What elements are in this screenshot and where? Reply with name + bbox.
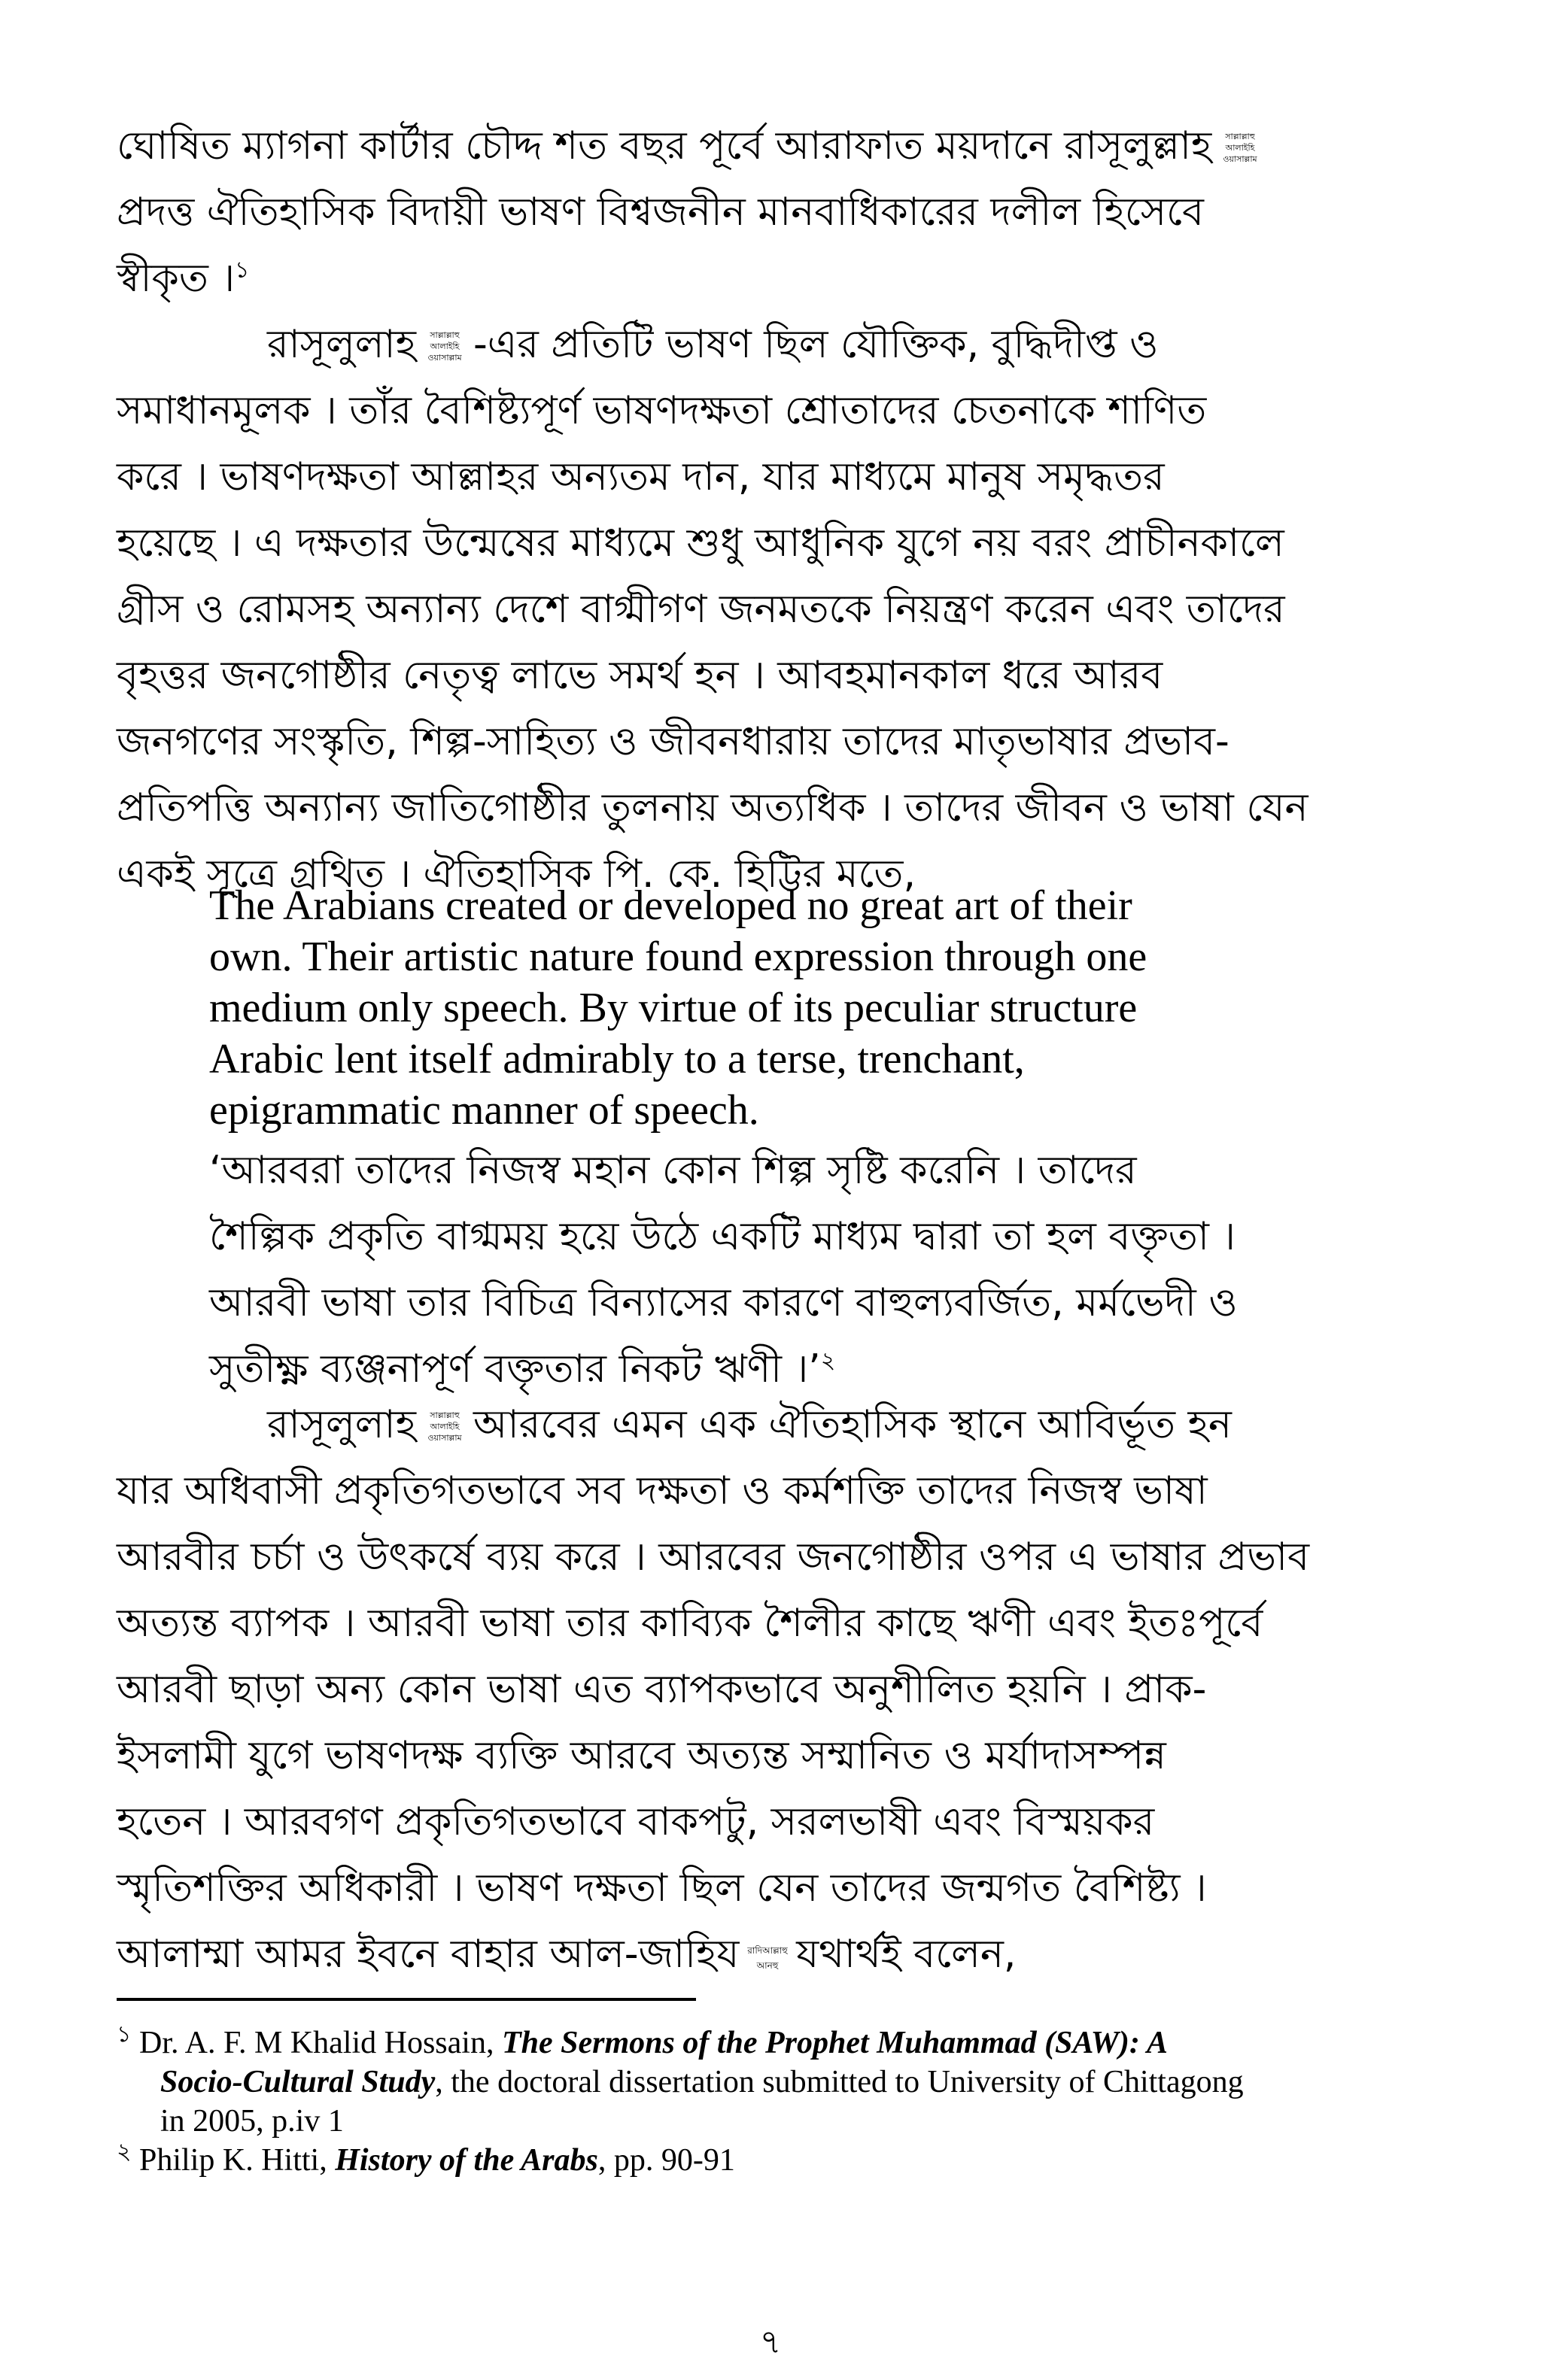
text-line [117, 113, 1396, 179]
footnote-author: Philip K. Hitti, [139, 2143, 336, 2178]
quote-line: ‘আরবরা তাদের নিজস্ব মহান কোন শিল্প সৃষ্টি করেনি । তাদের [209, 1148, 1137, 1193]
footnote-2 [117, 2141, 1396, 2180]
footnote-text: , pp. 90-91 [597, 2143, 735, 2178]
seal-line-3: ওয়াসাল্লাম [1223, 154, 1257, 164]
text-line-content: সুতীক্ষ্ণ ব্যঞ্জনাপূর্ণ বক্তৃতার নিকট ঋণী ।’ [209, 1346, 821, 1392]
text-line: করে । ভাষণদক্ষতা আল্লাহর অন্যতম দান, যার মাধ্যমে মানুষ সমৃদ্ধতর [117, 454, 1165, 499]
text-line: প্রদত্ত ঐতিহাসিক বিদায়ী ভাষণ বিশ্বজনীন মানবাধিকারের দলীল হিসেবে [117, 190, 1204, 235]
text-line: আরবীর চর্চা ও উৎকর্ষে ব্যয় করে । আরবের জনগোষ্ঠীর ওপর এ ভাষার প্রভাব [117, 1535, 1310, 1580]
pbuh-seal-icon [421, 329, 469, 365]
quote-line: own. Their artistic nature found expression through one [209, 933, 1147, 980]
text-line-content: আলাম্মা আমর ইবনে বাহার আল-জাহিয [117, 1932, 740, 1977]
footnote-number: ২ [117, 2139, 132, 2165]
text-line-content: স্বীকৃত । [117, 256, 236, 301]
quote-line: epigrammatic manner of speech. [209, 1087, 759, 1134]
pbuh-seal-icon [421, 1409, 469, 1445]
text-line: অত্যন্ত ব্যাপক । আরবী ভাষা তার কাব্যিক শৈলীর কাছে ঋণী এবং ইতঃপূর্বে [117, 1601, 1263, 1646]
pbuh-seal-icon [1216, 130, 1264, 166]
footnote-number: ১ [117, 2021, 132, 2048]
footnote-ref-1[interactable]: ১ [235, 257, 250, 284]
text-line-content: রাসূলুলাহ [267, 322, 416, 367]
text-line-content: রাসূলুলাহ [267, 1402, 416, 1447]
footnote-line [117, 2023, 1396, 2063]
text-line: হয়েছে । এ দক্ষতার উন্মেষের মাধ্যমে শুধু আধুনিক যুগে নয় বরং প্রাচীনকালে [117, 521, 1284, 566]
paragraph-1 [117, 113, 1396, 311]
text-line: একই সূত্রে গ্রথিত । ঐতিহাসিক পি. কে. হিট্টির মতে, [117, 852, 916, 897]
footnote-ref-2[interactable]: ২ [820, 1347, 836, 1374]
footnote-1 [117, 2023, 1396, 2141]
footnote-line: in 2005, p.iv 1 [160, 2104, 344, 2139]
quote-line: শৈল্পিক প্রকৃতি বাগ্মময় হয়ে উঠে একটি মাধ্যম দ্বারা তা হল বক্তৃতা । [209, 1214, 1236, 1259]
text-line-content: আরবের এমন এক ঐতিহাসিক স্থানে আবির্ভূত হন [473, 1402, 1232, 1447]
seal-line-2: আলাইহি [430, 1422, 460, 1431]
text-line-content: ঘোষিত ম্যাগনা কার্টার চৌদ্দ শত বছর পূর্বে আরাফাত ময়দানে রাসূলুল্লাহ [117, 123, 1212, 168]
text-line: সমাধানমূলক । তাঁর বৈশিষ্ট্যপূর্ণ ভাষণদক্ষতা শ্রোতাদের চেতনাকে শাণিত [117, 388, 1207, 433]
footnote-text: , the doctoral dissertation submitted to University of Chittagong [435, 2065, 1244, 2099]
text-line: গ্রীস ও রোমসহ অন্যান্য দেশে বাগ্মীগণ জনমতকে নিয়ন্ত্রণ করেন এবং তাদের [117, 587, 1285, 632]
text-line: স্মৃতিশক্তির অধিকারী । ভাষণ দক্ষতা ছিল যেন তাদের জন্মগত বৈশিষ্ট্য । [117, 1865, 1207, 1911]
text-line: ইসলামী যুগে ভাষণদক্ষ ব্যক্তি আরবে অত্যন্ত সম্মানিত ও মর্যাদাসম্পন্ন [117, 1733, 1166, 1778]
text-line-content: -এর প্রতিটি ভাষণ ছিল যৌক্তিক, বুদ্ধিদীপ্ত ও [473, 322, 1159, 367]
footnote-title: The Sermons of the Prophet Muhammad (SAW): A [501, 2026, 1168, 2060]
page-number: ৭ [759, 2323, 782, 2361]
text-line: যার অধিবাসী প্রকৃতিগতভাবে সব দক্ষতা ও কর্মশক্তি তাদের নিজস্ব ভাষা [117, 1468, 1208, 1513]
quote-line: আরবী ভাষা তার বিচিত্র বিন্যাসের কারণে বাহুল্যবর্জিত, মর্মভেদী ও [209, 1280, 1238, 1325]
text-line [117, 1921, 1396, 1987]
footnote-separator [117, 1998, 696, 2001]
quote-line: The Arabians created or developed no great art of their [209, 882, 1132, 929]
text-line [117, 311, 1396, 378]
seal-line-3: ওয়াসাল্লাম [427, 1433, 462, 1443]
footnote-line [117, 2063, 1396, 2102]
seal-line-1: রাদিআল্লাহু [747, 1945, 789, 1956]
footnote-author: Dr. A. F. M Khalid Hossain, [138, 2026, 502, 2060]
text-line [117, 245, 1396, 311]
footnote-title: Socio-Cultural Study [160, 2065, 436, 2099]
ra-seal-icon [743, 1938, 792, 1975]
text-line: আরবী ছাড়া অন্য কোন ভাষা এত ব্যাপকভাবে অনুশীলিত হয়নি । প্রাক- [117, 1667, 1207, 1712]
quote-line: Arabic lent itself admirably to a terse, trenchant, [209, 1036, 1025, 1082]
text-line-content: যথার্থই বলেন, [796, 1932, 1017, 1977]
block-quote-bengali [209, 1137, 1323, 1402]
text-line: বৃহত্তর জনগোষ্ঠীর নেতৃত্ব লাভে সমর্থ হন । আবহমানকাল ধরে আরব [117, 653, 1163, 698]
text-line: প্রতিপত্তি অন্যান্য জাতিগোষ্ঠীর তুলনায় অত্যধিক । তাদের জীবন ও ভাষা যেন [117, 785, 1308, 830]
seal-line-2: আনহু [756, 1960, 779, 1971]
seal-line-2: আলাইহি [1225, 143, 1255, 153]
paragraph-2 [117, 311, 1396, 907]
text-line [117, 1392, 1396, 1458]
seal-line-1: সাল্লাল্লাহু [1225, 132, 1256, 141]
footnote-line [117, 2141, 1396, 2180]
quote-line: medium only speech. By virtue of its peculiar structure [209, 985, 1138, 1031]
paragraph-3 [117, 1392, 1396, 1987]
text-line: হতেন । আরবগণ প্রকৃতিগতভাবে বাকপটু, সরলভাষী এবং বিস্ময়কর [117, 1799, 1155, 1844]
text-line: জনগণের সংস্কৃতি, শিল্প-সাহিত্য ও জীবনধারায় তাদের মাতৃভাষার প্রভাব- [117, 719, 1229, 764]
block-quote-english [209, 880, 1323, 1136]
seal-line-2: আলাইহি [430, 342, 460, 351]
seal-line-1: সাল্লাল্লাহু [430, 330, 460, 340]
footnote-title: History of the Arabs [335, 2143, 598, 2178]
seal-line-3: ওয়াসাল্লাম [427, 353, 462, 363]
seal-line-1: সাল্লাল্লাহু [430, 1410, 460, 1420]
